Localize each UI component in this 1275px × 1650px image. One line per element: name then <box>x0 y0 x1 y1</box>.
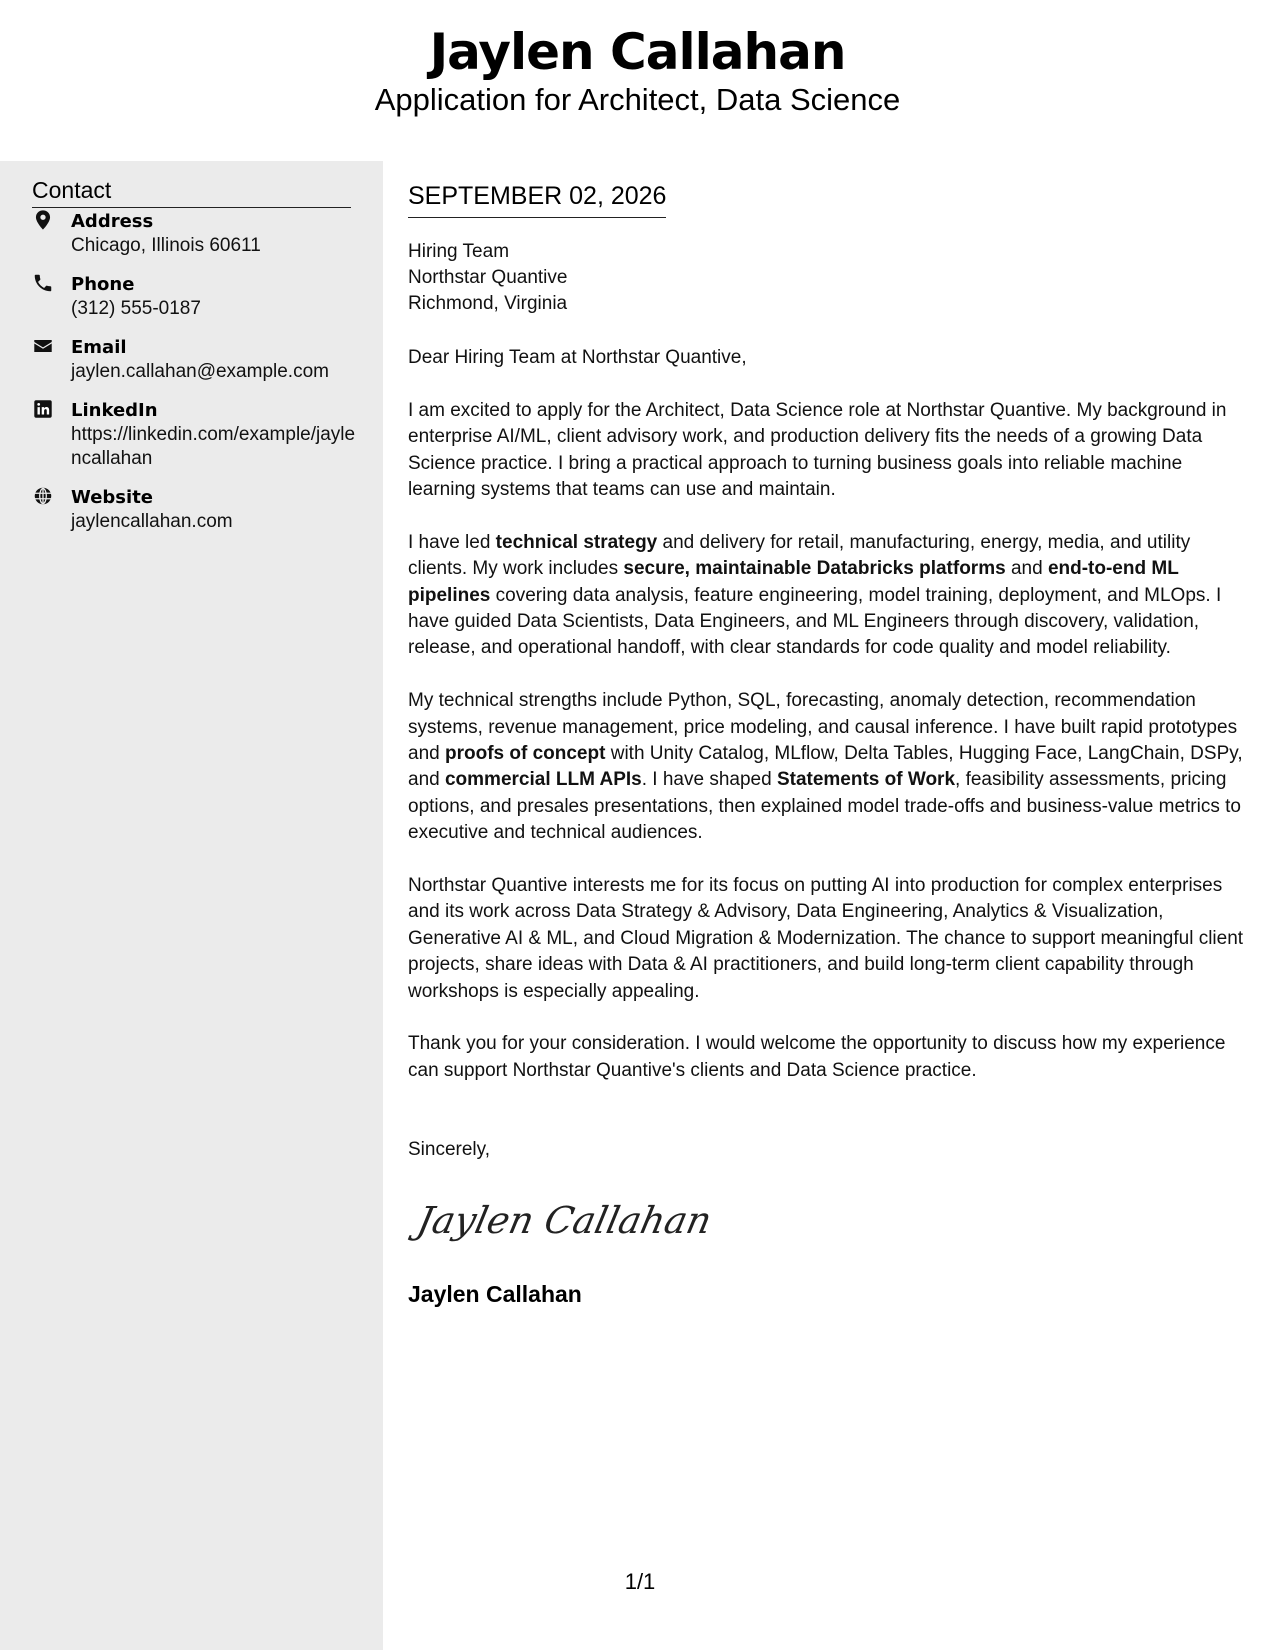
envelope-icon <box>32 335 54 357</box>
contact-heading: Contact <box>32 175 351 208</box>
applicant-name: Jaylen Callahan <box>429 23 846 81</box>
bold-phrase: proofs of concept <box>444 743 606 765</box>
bold-phrase: commercial LLM APIs <box>444 769 642 791</box>
text-run: Northstar Quantive interests me for its focus on putting AI into production for complex enterprises and its work across Data Strategy & Advisory, Data Engineering, Analytics & Visualization, Generative AI & ML, and Cloud Migration & Modernization. The chance to support meaningful client projects, share ideas with Data & AI practitioners, and build long-term client capability through workshops is especially appealing. <box>408 875 1244 1002</box>
handwritten-signature <box>412 1183 716 1253</box>
letter-text <box>408 345 1253 1111</box>
contact-label: Website <box>71 487 154 508</box>
paragraph <box>408 1031 1253 1084</box>
contact-value: jaylencallahan.com <box>71 511 233 532</box>
paragraph <box>408 873 1253 1005</box>
contact-label: Phone <box>71 274 135 295</box>
contact-label: Address <box>71 211 154 232</box>
contact-value: https://linkedin.com/example/jaylencallahan <box>71 424 356 469</box>
text-run: with Unity Catalog, MLflow, Delta Tables, Hugging Face, LangChain, DSPy, and <box>408 743 1243 791</box>
signer-name: Jaylen Callahan <box>408 1281 582 1307</box>
contact-value: (312) 555-0187 <box>71 298 201 319</box>
recipient-block <box>408 239 567 317</box>
contact-sidebar <box>0 161 383 1650</box>
contact-value: jaylen.callahan@example.com <box>71 361 329 382</box>
text-run: My technical strengths include Python, SQL, forecasting, anomaly detection, recommendation systems, revenue management, price modeling, and causal inference. I have built rapid prototypes and <box>408 690 1238 765</box>
linkedin-icon <box>32 398 54 420</box>
text-run: and delivery for retail, manufacturing, energy, media, and utility clients. My work includes <box>408 531 1191 580</box>
text-run: I am excited to apply for the Architect, Data Science role at Northstar Quantive. My background in enterprise AI/ML, client advisory work, and production delivery fits the needs of a growing Data Science practice. I bring a practical approach to turning business goals into reliable machine learning systems that teams can use and maintain. <box>408 399 1227 501</box>
paragraph <box>408 398 1253 504</box>
map-pin-icon <box>32 209 54 231</box>
letter-date: SEPTEMBER 02, 2026 <box>408 180 666 218</box>
globe-icon <box>32 485 54 507</box>
page-number: 1/1 <box>624 1569 656 1594</box>
text-run: covering data analysis, feature engineering, model training, deployment, and MLOps. I have guided Data Scientists, Data Engineers, and ML Engineers through discovery, validation, release, and operational handoff, with clear standards for code quality and model reliability. <box>408 584 1222 659</box>
bold-phrase: secure, maintainable Databricks platforms <box>623 558 1006 580</box>
text-run: , feasibility assessments, pricing options, and presales presentations, then explained model trade-offs and business-value metrics to executive and technical audiences. <box>408 769 1241 844</box>
bold-phrase: end-to-end ML pipelines <box>408 558 1179 606</box>
text-run: . I have shaped <box>641 769 777 791</box>
recipient-line: Northstar Quantive <box>408 267 568 288</box>
contact-label: LinkedIn <box>71 400 158 421</box>
recipient-line: Richmond, Virginia <box>408 293 568 314</box>
paragraph <box>408 688 1253 846</box>
recipient-line: Hiring Team <box>408 241 510 262</box>
text-run: Thank you for your consideration. I would welcome the opportunity to discuss how my experience can support Northstar Quantive's clients and Data Science practice. <box>408 1033 1226 1081</box>
bold-phrase: technical strategy <box>495 531 658 553</box>
signature-text: Jaylen Callahan <box>413 1198 716 1242</box>
paragraph <box>408 530 1253 662</box>
letter-header <box>0 0 1275 161</box>
phone-icon <box>32 272 54 294</box>
text-run: I have led <box>408 531 496 553</box>
application-subtitle: Application for Architect, Data Science <box>374 82 901 117</box>
closing: Sincerely, <box>408 1139 491 1160</box>
bold-phrase: Statements of Work <box>776 769 956 791</box>
contact-label: Email <box>71 337 127 358</box>
text-run: and <box>1005 558 1048 580</box>
salutation: Dear Hiring Team at Northstar Quantive, <box>408 347 747 368</box>
contact-value: Chicago, Illinois 60611 <box>71 235 261 256</box>
